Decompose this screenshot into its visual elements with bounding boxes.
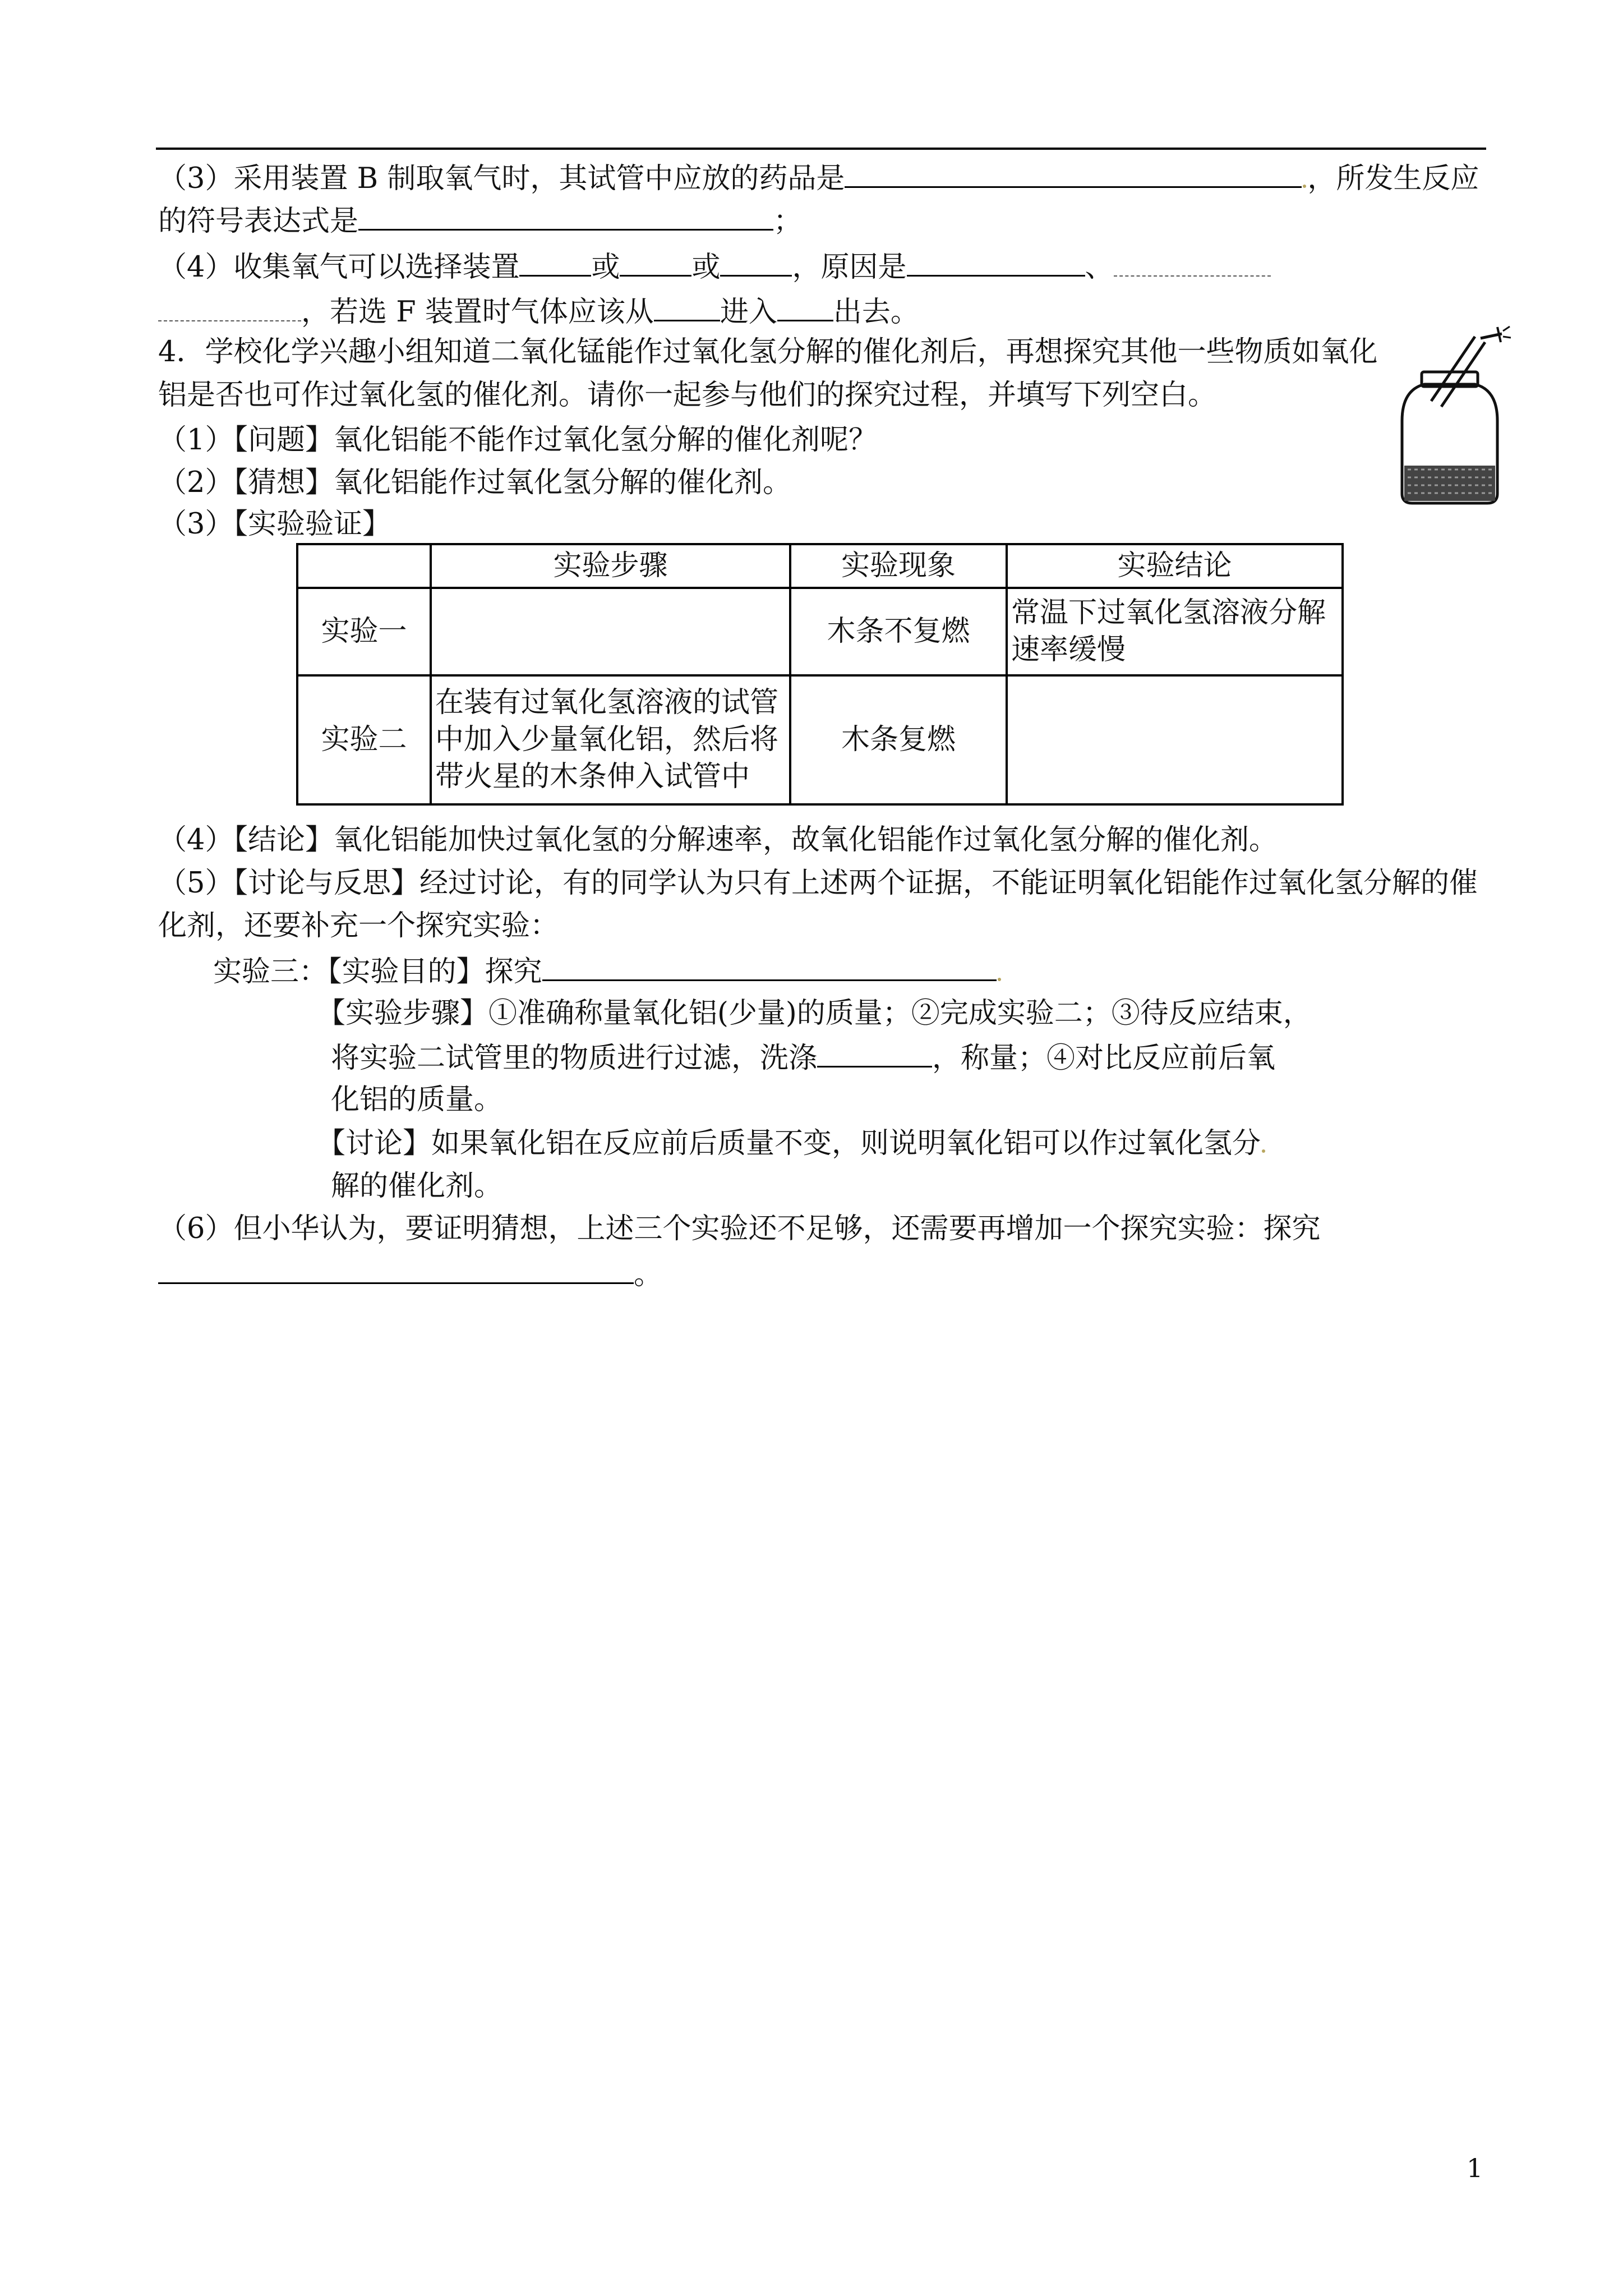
table-row <box>297 588 1343 675</box>
row2-name-text: 实验二 <box>321 723 407 756</box>
q4-blank-reason-2-cont[interactable] <box>158 292 301 321</box>
q3-blank-reagent[interactable] <box>845 158 1302 188</box>
row2-phenomenon: 木条复燃 <box>790 675 1007 804</box>
q4-text-h: 出去。 <box>833 296 919 329</box>
q3-line-2 <box>158 201 802 238</box>
q4-blank-device-2[interactable] <box>620 247 691 277</box>
p4-intro-2: 铝是否也可作过氧化氢的催化剂。请你一起参与他们的探究过程，并填写下列空白。 <box>158 379 1217 412</box>
q3-text-1: （3）采用装置 B 制取氧气时，其试管中应放的药品是 <box>158 162 845 195</box>
mark-dot <box>998 978 1001 981</box>
table-header-row <box>297 544 1343 588</box>
header-conclusion: 实验结论 <box>1007 544 1343 588</box>
q6-blank-explore[interactable] <box>158 1254 634 1284</box>
exp3-steps-3: 化铝的质量。 <box>331 1083 503 1116</box>
exp3-steps-2-text-b: ，称量；④对比反应前后氧 <box>932 1042 1276 1075</box>
row1-phenomenon: 木条不复燃 <box>790 588 1007 675</box>
p4-intro-1: 4．学校化学兴趣小组知道二氧化锰能作过氧化氢分解的催化剂后，再想探究其他一些物质如氧化 <box>158 335 1378 369</box>
exp3-discuss-1 <box>317 1125 1266 1162</box>
q4-blank-reason-1[interactable] <box>907 247 1085 277</box>
row1-steps[interactable] <box>431 588 790 675</box>
row1-conclusion <box>1007 588 1343 675</box>
q6-end: 。 <box>634 1258 663 1291</box>
p4-conclusion: （4）【结论】氧化铝能加快过氧化氢的分解速率，故氧化铝能作过氧化氢分解的催化剂。 <box>158 823 1278 857</box>
q4-blank-reason-2[interactable] <box>1114 247 1271 277</box>
p4-guess: （2）【猜想】氧化铝能作过氧化氢分解的催化剂。 <box>158 466 791 499</box>
row2-steps-line2: 中加入少量氧化铝，然后将 <box>435 723 779 756</box>
q3-text-2: ，所发生反应 <box>1307 162 1479 195</box>
table-row <box>297 675 1343 804</box>
row1-conclusion-line1: 常温下过氧化氢溶液分解 <box>1011 596 1326 629</box>
row1-conclusion-line2: 速率缓慢 <box>1011 633 1126 666</box>
q3-line-1 <box>158 158 1479 195</box>
q4-text-a: （4）收集氧气可以选择装置 <box>158 251 520 284</box>
q4-blank-device-3[interactable] <box>720 247 792 277</box>
q3-blank-equation[interactable] <box>358 201 773 231</box>
p4-discuss-1: （5）【讨论与反思】经过讨论，有的同学认为只有上述两个证据，不能证明氧化铝能作过氧化氢分解的催 <box>158 867 1478 900</box>
exp3-blank-purpose[interactable] <box>542 951 997 981</box>
row2-steps <box>431 675 790 804</box>
exp3-purpose-text: 实验三：【实验目的】探究 <box>213 955 542 988</box>
row1-name: 实验一 <box>297 588 431 675</box>
exp3-steps-1: 【实验步骤】①准确称量氧化铝(少量)的质量；②完成实验二；③待反应结束， <box>317 997 1312 1030</box>
q3-text-3: 的符号表达式是 <box>158 205 359 238</box>
p4-question: （1）【问题】氧化铝能不能作过氧化氢分解的催化剂呢？ <box>158 424 877 457</box>
row2-steps-line1: 在装有过氧化氢溶液的试管 <box>435 686 779 719</box>
page-number: 1 <box>1467 2153 1483 2183</box>
q4-line-2 <box>158 292 919 329</box>
q4-text-f: ，若选 F 装置时气体应该从 <box>301 296 654 329</box>
header-phenomenon: 实验现象 <box>790 544 1007 588</box>
q6-line-2 <box>158 1254 662 1291</box>
row2-conclusion[interactable] <box>1007 675 1343 804</box>
mark-dot <box>1262 1149 1265 1153</box>
p4-discuss-2: 化剂，还要补充一个探究实验： <box>158 909 559 942</box>
header-empty <box>297 544 431 588</box>
q4-text-g: 进入 <box>720 296 777 329</box>
exp3-steps-2-text-a: 将实验二试管里的物质进行过滤，洗涤 <box>331 1042 818 1075</box>
q4-blank-device-1[interactable] <box>519 247 591 277</box>
p4-verify-heading: （3）【实验验证】 <box>158 508 391 541</box>
q4-text-d: ，原因是 <box>792 251 907 284</box>
q4-line-1 <box>158 247 1271 284</box>
q4-text-c: 或 <box>691 251 721 284</box>
q4-blank-outlet[interactable] <box>777 292 833 321</box>
mark-dot <box>1303 185 1306 188</box>
exp3-blank-wash[interactable] <box>817 1038 932 1068</box>
experiment-table <box>296 543 1344 806</box>
q4-text-b: 或 <box>591 251 620 284</box>
row2-steps-line3: 带火星的木条伸入试管中 <box>435 760 750 793</box>
q3-text-4: ； <box>773 205 803 238</box>
row2-name <box>297 675 431 804</box>
q6-line-1: （6）但小华认为，要证明猜想，上述三个实验还不足够，还需要再增加一个探究实验：探究 <box>158 1212 1321 1245</box>
header-steps: 实验步骤 <box>431 544 790 588</box>
exp3-steps-2 <box>331 1038 1275 1075</box>
q4-text-e: 、 <box>1085 251 1114 284</box>
header-rule <box>156 148 1486 150</box>
q4-blank-inlet[interactable] <box>654 292 720 321</box>
exp3-purpose <box>213 951 1002 988</box>
exp3-discuss-1-text: 【讨论】如果氧化铝在反应前后质量不变，则说明氧化铝可以作过氧化氢分 <box>317 1127 1261 1160</box>
exp3-discuss-2: 解的催化剂。 <box>331 1170 503 1203</box>
bottle-with-dropper-icon <box>1385 323 1514 508</box>
